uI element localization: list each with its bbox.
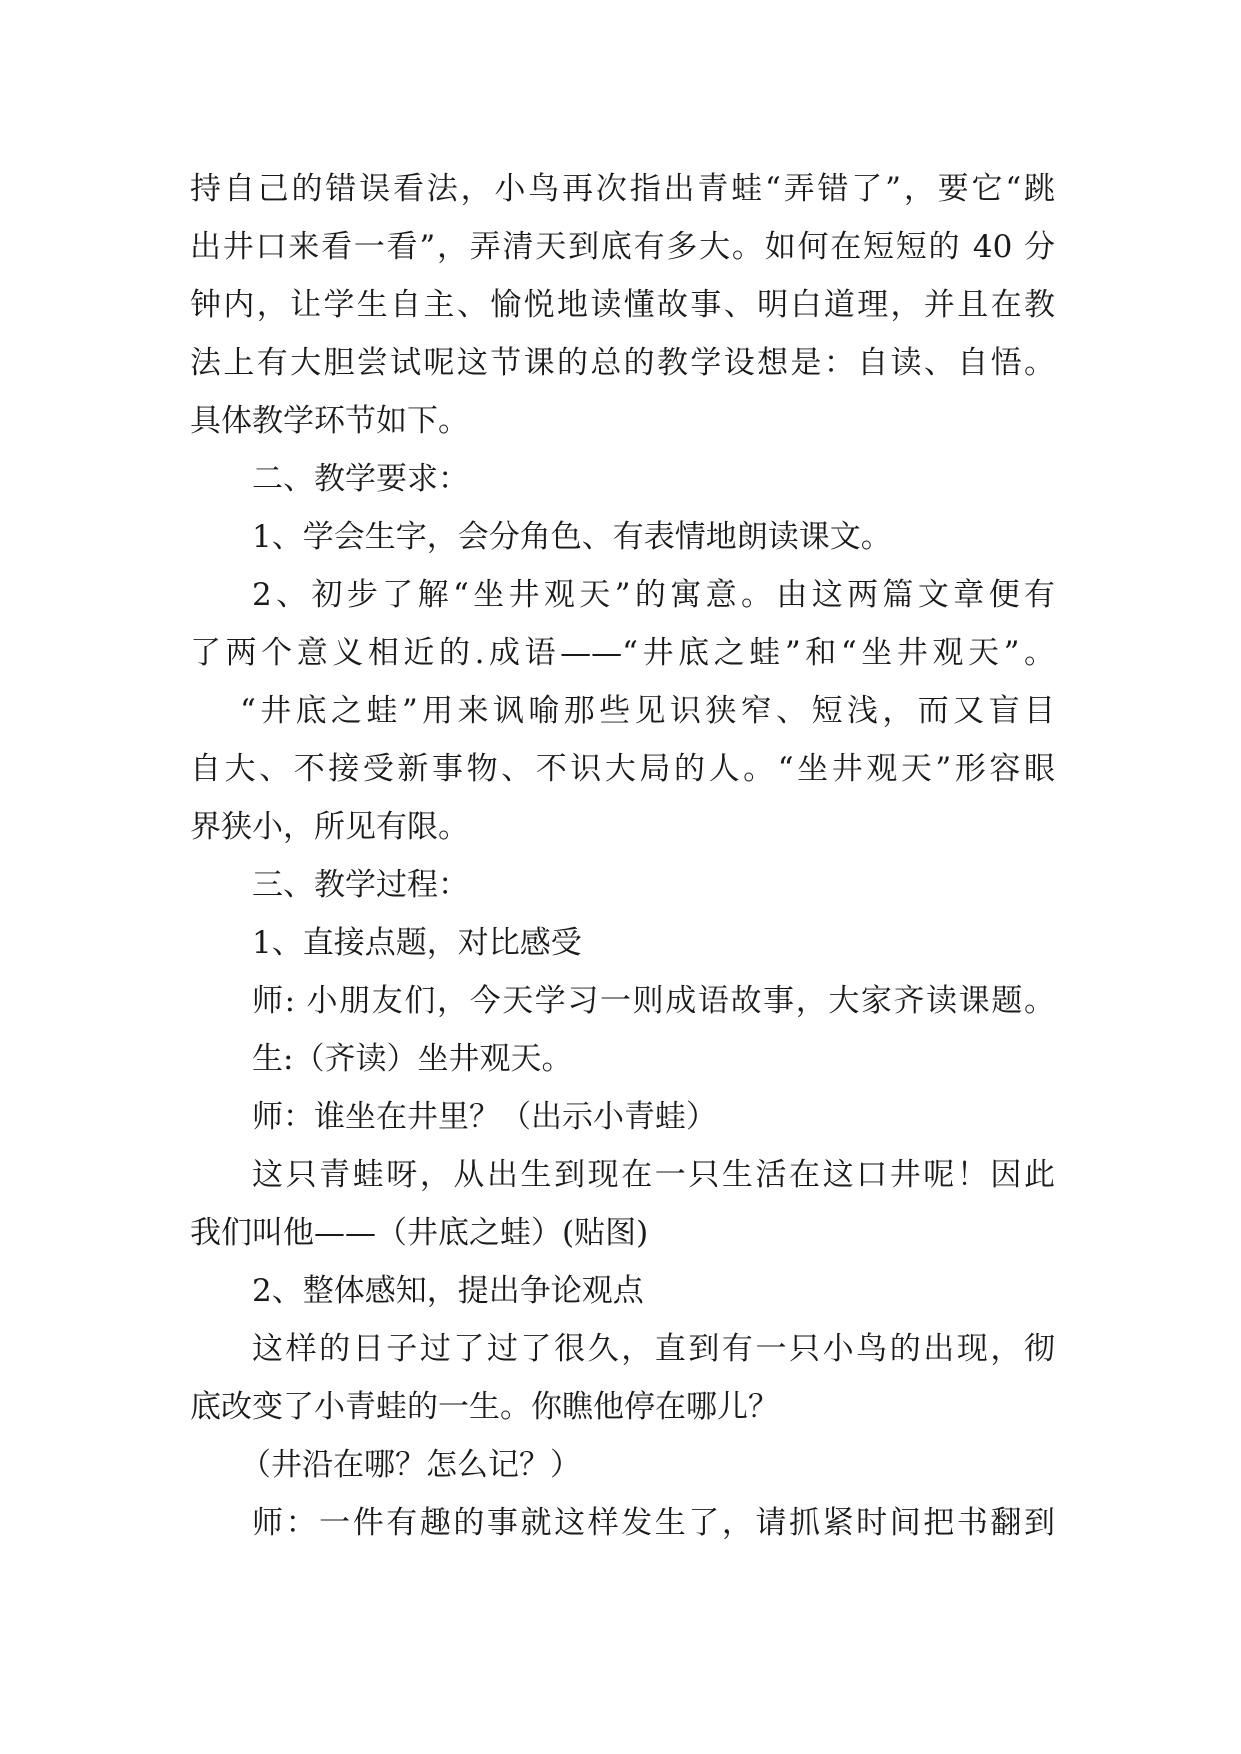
paragraph-line: 自大、不接受新事物、不识大局的人。“坐井观天”形容眼 — [190, 751, 1055, 787]
paragraph-line: 具体教学环节如下。 — [190, 403, 469, 439]
paragraph-line: 这只青蛙呀，从出生到现在一只生活在这口井呢！因此 — [252, 1157, 1055, 1193]
paragraph-line: 底改变了小青蛙的一生。你瞧他停在哪儿？ — [190, 1389, 779, 1425]
paragraph-line: “井底之蛙”用来讽喻那些见识狭窄、短浅，而又盲目 — [240, 693, 1055, 729]
dialogue-line: 师：一件有趣的事就这样发生了，请抓紧时间把书翻到 — [252, 1505, 1055, 1541]
section-heading: 三、教学过程： — [252, 867, 469, 903]
dialogue-line: 生:（齐读）坐井观天。 — [252, 1041, 573, 1077]
paragraph-line: （井沿在哪？怎么记？） — [240, 1447, 581, 1483]
dialogue-line: 师: 小朋友们，今天学习一则成语故事，大家齐读课题。 — [252, 983, 1055, 1019]
list-item: 1、学会生字，会分角色、有表情地朗读课文。 — [252, 519, 892, 555]
paragraph-line: 法上有大胆尝试呢这节课的总的教学设想是：自读、自悟。 — [190, 345, 1055, 381]
section-heading: 二、教学要求： — [252, 461, 469, 497]
paragraph-line: 钟内，让学生自主、愉悦地读懂故事、明白道理，并且在教 — [190, 287, 1055, 323]
paragraph-line: 界狭小，所见有限。 — [190, 809, 469, 845]
list-item: 2、初步了解“坐井观天”的寓意。由这两篇文章便有 — [252, 577, 1055, 613]
paragraph-line: 出井口来看一看”，弄清天到底有多大。如何在短短的 40 分 — [190, 229, 1055, 265]
list-item: 2、整体感知，提出争论观点 — [252, 1273, 644, 1309]
list-item: 1、直接点题，对比感受 — [252, 925, 582, 961]
paragraph-line: 我们叫他——（井底之蛙）(贴图) — [190, 1215, 649, 1251]
paragraph-line: 了两个意义相近的.成语——“井底之蛙”和“坐井观天”。 — [190, 635, 1055, 671]
paragraph-line: 这样的日子过了过了很久，直到有一只小鸟的出现，彻 — [252, 1331, 1055, 1367]
paragraph-line: 持自己的错误看法，小鸟再次指出青蛙“弄错了”，要它“跳 — [190, 171, 1055, 207]
dialogue-line: 师：谁坐在井里？（出示小青蛙） — [252, 1099, 717, 1135]
document-body — [190, 160, 1055, 1552]
